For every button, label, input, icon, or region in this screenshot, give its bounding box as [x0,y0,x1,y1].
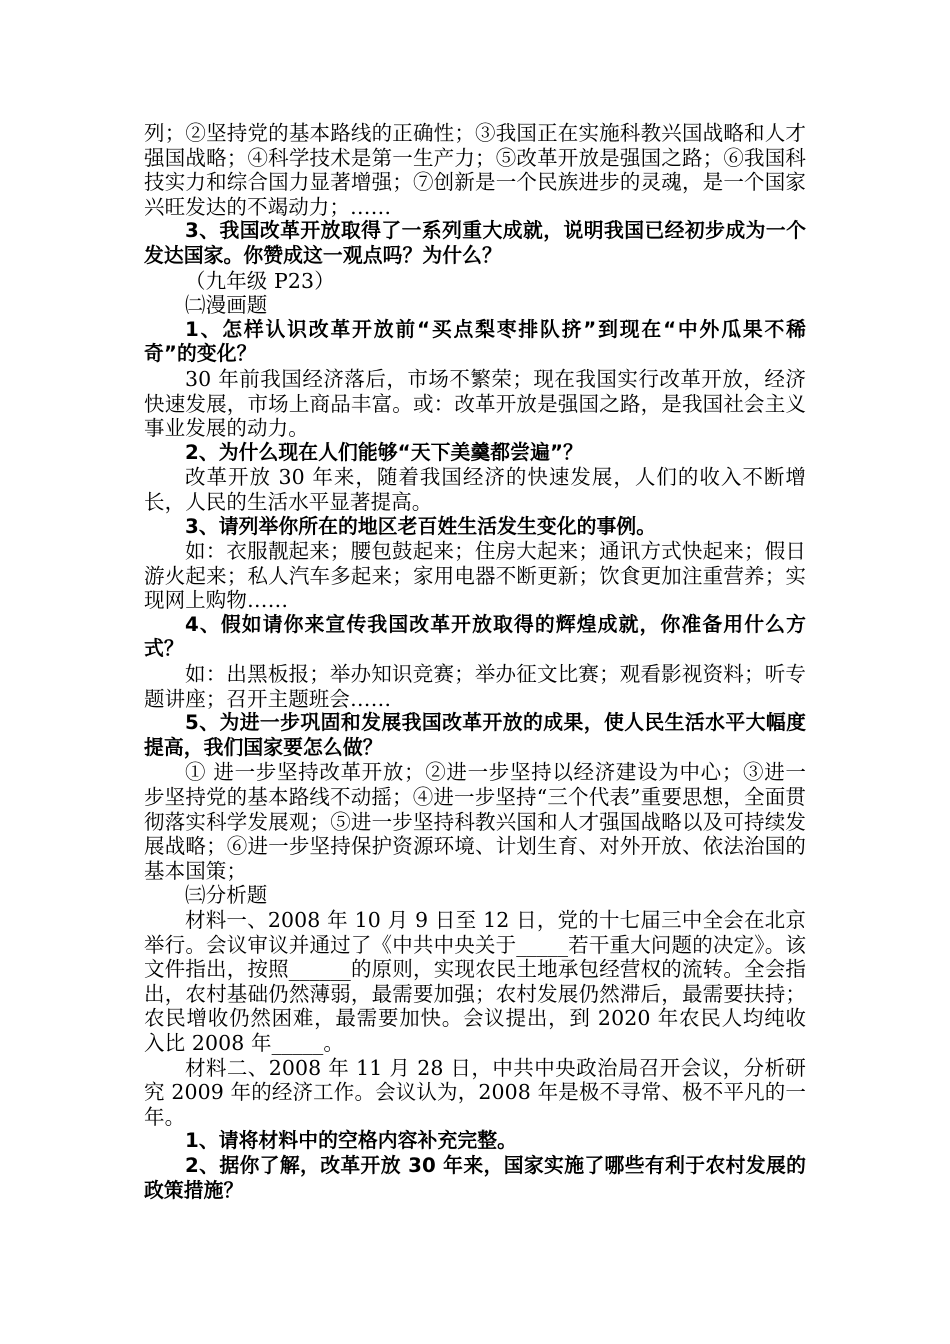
question-3: 3、我国改革开放取得了一系列重大成就，说明我国已经初步成为一个发达国家。你赞成这一观点吗？为什么？ [144,219,806,267]
section-heading-cartoon: ㈡漫画题 [185,293,268,318]
cartoon-answer-4: 如：出黑板报；举办知识竞赛；举办征文比赛；观看影视资料；听专题讲座；召开主题班会…… [144,662,806,711]
section-heading-analysis: ㈢分析题 [185,883,268,908]
cartoon-answer-5: ① 进一步坚持改革开放；②进一步坚持以经济建设为中心；③进一步坚持党的基本路线不动摇；④进一步坚持“三个代表”重要思想，全面贯彻落实科学发展观；⑤进一步坚持科教兴国和人才强国战略以及可持续发展战略；⑥进一步坚持保护资源环境、计划生育、对外开放、依法治国的基本国策； [144,760,806,883]
cartoon-answer-2: 改革开放 30 年来，随着我国经济的快速发展，人们的收入不断增长，人民的生活水平显著提高。 [144,465,806,514]
answer-paragraph: 列；②坚持党的基本路线的正确性；③我国正在实施科教兴国战略和人才强国战略；④科学技术是第一生产力；⑤改革开放是强国之路；⑥我国科技实力和综合国力显著增强；⑦创新是一个民族进步的灵魂，是一个国家兴旺发达的不竭动力；…… [144,121,806,219]
analysis-question-2: 2、据你了解，改革开放 30 年来，国家实施了哪些有利于农村发展的政策措施？ [144,1153,806,1202]
material-one: 材料一、2008 年 10 月 9 日至 12 日，党的十七届三中全会在北京举行。会议审议并通过了《中共中央关于_____若干重大问题的决定》。该文件指出，按照______的原则，实现农民土地承包经营权的流转。全会指出，农村基础仍然薄弱，最需要加强；农村发展仍然滞后，最需要扶持；农民增收仍然困难，最需要加快。会议提出，到 2020 年农民人均纯收入比 2008 年_____。 [144,908,806,1055]
document-page [144,121,806,1203]
cartoon-answer-1: 30 年前我国经济落后，市场不繁荣；现在我国实行改革开放，经济快速发展，市场上商品丰富。或：改革开放是强国之路，是我国社会主义事业发展的动力。 [144,366,806,441]
cartoon-question-3: 3、请列举你所在的地区老百姓生活发生变化的事例。 [185,514,657,538]
textbook-reference: （九年级 P23） [185,268,335,293]
analysis-question-1: 1、请将材料中的空格内容补充完整。 [185,1129,517,1153]
cartoon-question-1: 1、怎样认识改革开放前“买点梨枣排队挤”到现在“中外瓜果不稀奇”的变化？ [144,317,806,366]
cartoon-answer-3: 如：衣服靓起来；腰包鼓起来；住房大起来；通讯方式快起来；假日游火起来；私人汽车多起来；家用电器不断更新；饮食更加注重营养；实现网上购物…… [144,539,806,613]
material-two: 材料二、2008 年 11 月 28 日，中共中央政治局召开会议，分析研究 2009 年的经济工作。会议认为，2008 年是极不寻常、极不平凡的一年。 [144,1055,806,1129]
cartoon-question-2: 2、为什么现在人们能够“天下美羹都尝遍”？ [185,440,583,464]
cartoon-question-4: 4、假如请你来宣传我国改革开放取得的辉煌成就，你准备用什么方式？ [144,612,806,661]
cartoon-question-5: 5、为进一步巩固和发展我国改革开放的成果，使人民生活水平大幅度提高，我们国家要怎么做？ [144,711,806,759]
